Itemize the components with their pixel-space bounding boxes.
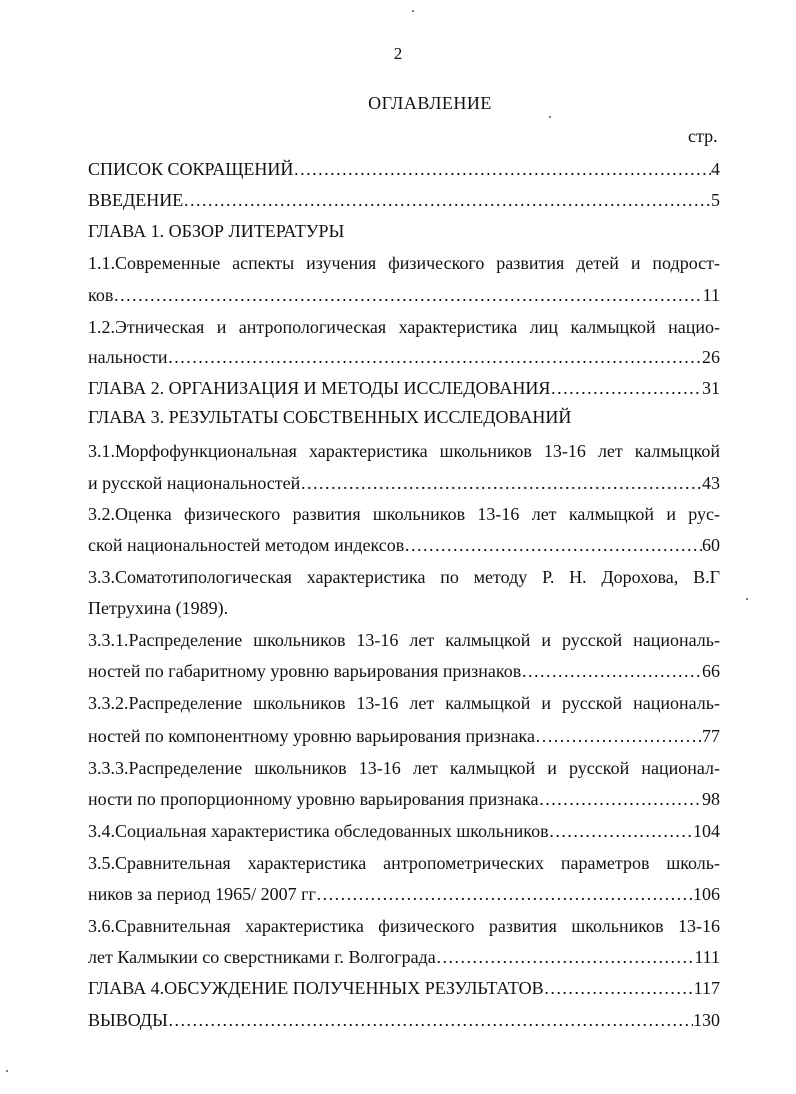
toc-entry-3-2 bbox=[88, 534, 720, 556]
toc-entry-1-1-line1: 1.1.Современные аспекты изучения физического развития детей и подрост- bbox=[88, 253, 720, 273]
toc-entry-text: нальности bbox=[88, 347, 168, 367]
toc-entry-3-3-line2: Петрухина (1989). bbox=[88, 598, 229, 618]
toc-entry-3-6 bbox=[88, 946, 720, 968]
dot-leader bbox=[168, 1009, 693, 1031]
toc-entry-text: ВВЕДЕНИЕ bbox=[88, 190, 184, 210]
toc-entry-3-5-line1: 3.5.Сравнительная характеристика антропометрических параметров школь- bbox=[88, 853, 720, 873]
toc-entry-page: 4 bbox=[711, 159, 720, 179]
dot-leader bbox=[436, 946, 695, 968]
dot-leader bbox=[549, 820, 693, 842]
toc-entry-text: 3.4.Социальная характеристика обследованных школьников bbox=[88, 821, 549, 841]
toc-entry-chapter-1: ГЛАВА 1. ОБЗОР ЛИТЕРАТУРЫ bbox=[88, 221, 345, 241]
toc-entry-page: 130 bbox=[693, 1010, 720, 1030]
dot-leader bbox=[113, 284, 702, 306]
toc-entry-3-3-line1: 3.3.Соматотипологическая характеристика по методу Р. Н. Дорохова, В.Г bbox=[88, 567, 720, 587]
toc-entry-page: 60 bbox=[702, 535, 720, 555]
dot-leader bbox=[550, 377, 702, 399]
toc-entry-conclusions bbox=[88, 1009, 720, 1031]
toc-entry-page: 11 bbox=[702, 285, 720, 305]
toc-entry-page: 98 bbox=[702, 789, 720, 809]
toc-entry-text: СПИСОК СОКРАЩЕНИЙ bbox=[88, 159, 294, 179]
toc-entry-text: ности по пропорционному уровню варьирования признака bbox=[88, 789, 539, 809]
toc-entry-page: 5 bbox=[711, 190, 720, 210]
dot-leader bbox=[521, 660, 702, 682]
toc-entry-3-1-line1: 3.1.Морфофункциональная характеристика школьников 13-16 лет калмыцкой bbox=[88, 441, 720, 461]
toc-entry-page: 106 bbox=[693, 884, 720, 904]
toc-entry-chapter-4 bbox=[88, 977, 720, 999]
toc-entry-3-6-line1: 3.6.Сравнительная характеристика физического развития школьников 13-16 bbox=[88, 916, 720, 936]
toc-entry-page: 77 bbox=[702, 726, 720, 746]
toc-entry-text: ГЛАВА 4.ОБСУЖДЕНИЕ ПОЛУЧЕННЫХ РЕЗУЛЬТАТОВ bbox=[88, 978, 544, 998]
toc-entry-1-1 bbox=[88, 284, 720, 306]
toc-title: ОГЛАВЛЕНИЕ bbox=[368, 93, 492, 113]
toc-entry-text: ностей по габаритному уровню варьирования признаков bbox=[88, 661, 522, 681]
toc-entry-page: 117 bbox=[693, 978, 720, 998]
toc-entry-3-1 bbox=[88, 472, 720, 494]
toc-entry-page: 111 bbox=[694, 947, 720, 967]
toc-entry-page: 43 bbox=[702, 473, 720, 493]
dot-leader bbox=[544, 977, 694, 999]
toc-entry-3-5 bbox=[88, 883, 720, 905]
dot-leader bbox=[183, 189, 711, 211]
toc-entry-3-3-3-line1: 3.3.3.Распределение школьников 13-16 лет калмыцкой и русской национал- bbox=[88, 758, 720, 778]
dot-leader bbox=[535, 725, 702, 747]
toc-entry-3-3-1-line1: 3.3.1.Распределение школьников 13-16 лет калмыцкой и русской националь- bbox=[88, 630, 720, 650]
toc-entry-text: ВЫВОДЫ bbox=[88, 1010, 168, 1030]
dot-leader bbox=[316, 883, 693, 905]
page-column-label: стр. bbox=[688, 126, 718, 146]
scan-speck bbox=[746, 598, 748, 600]
page-number: 2 bbox=[393, 44, 403, 63]
toc-entry-chapter-3: ГЛАВА 3. РЕЗУЛЬТАТЫ СОБСТВЕННЫХ ИССЛЕДОВАНИЙ bbox=[88, 407, 572, 427]
toc-entry-1-2 bbox=[88, 346, 720, 368]
scan-speck bbox=[549, 116, 551, 118]
toc-entry-chapter-2 bbox=[88, 377, 720, 399]
toc-entry-text: ской национальностей методом индексов bbox=[88, 535, 405, 555]
toc-entry-3-3-1 bbox=[88, 660, 720, 682]
toc-entry-3-4 bbox=[88, 820, 720, 842]
dot-leader bbox=[168, 346, 702, 368]
toc-entry-3-2-line1: 3.2.Оценка физического развития школьников 13-16 лет калмыцкой и рус- bbox=[88, 504, 720, 524]
toc-entry-page: 31 bbox=[702, 378, 720, 398]
toc-entry-text: и русской национальностей bbox=[88, 473, 301, 493]
toc-entry-abbreviations bbox=[88, 158, 720, 180]
dot-leader bbox=[293, 158, 711, 180]
toc-entry-text: ников за период 1965/ 2007 гг bbox=[88, 884, 316, 904]
toc-entry-3-3-2 bbox=[88, 725, 720, 747]
scan-speck bbox=[6, 1070, 8, 1072]
toc-entry-introduction bbox=[88, 189, 720, 211]
dot-leader bbox=[538, 788, 702, 810]
toc-entry-3-3-3 bbox=[88, 788, 720, 810]
dot-leader bbox=[300, 472, 702, 494]
scan-speck bbox=[412, 10, 414, 12]
toc-entry-3-3-2-line1: 3.3.2.Распределение школьников 13-16 лет калмыцкой и русской националь- bbox=[88, 693, 720, 713]
toc-entry-1-2-line1: 1.2.Этническая и антропологическая характеристика лиц калмыцкой нацио- bbox=[88, 317, 720, 337]
toc-entry-page: 104 bbox=[693, 821, 720, 841]
toc-entry-text: ков bbox=[88, 285, 114, 305]
dot-leader bbox=[404, 534, 702, 556]
toc-entry-page: 66 bbox=[702, 661, 720, 681]
toc-entry-page: 26 bbox=[702, 347, 720, 367]
toc-entry-text: ностей по компонентному уровню варьирования признака bbox=[88, 726, 535, 746]
toc-entry-text: лет Калмыкии со сверстниками г. Волгограда bbox=[88, 947, 436, 967]
toc-entry-text: ГЛАВА 2. ОРГАНИЗАЦИЯ И МЕТОДЫ ИССЛЕДОВАНИЯ bbox=[88, 378, 551, 398]
